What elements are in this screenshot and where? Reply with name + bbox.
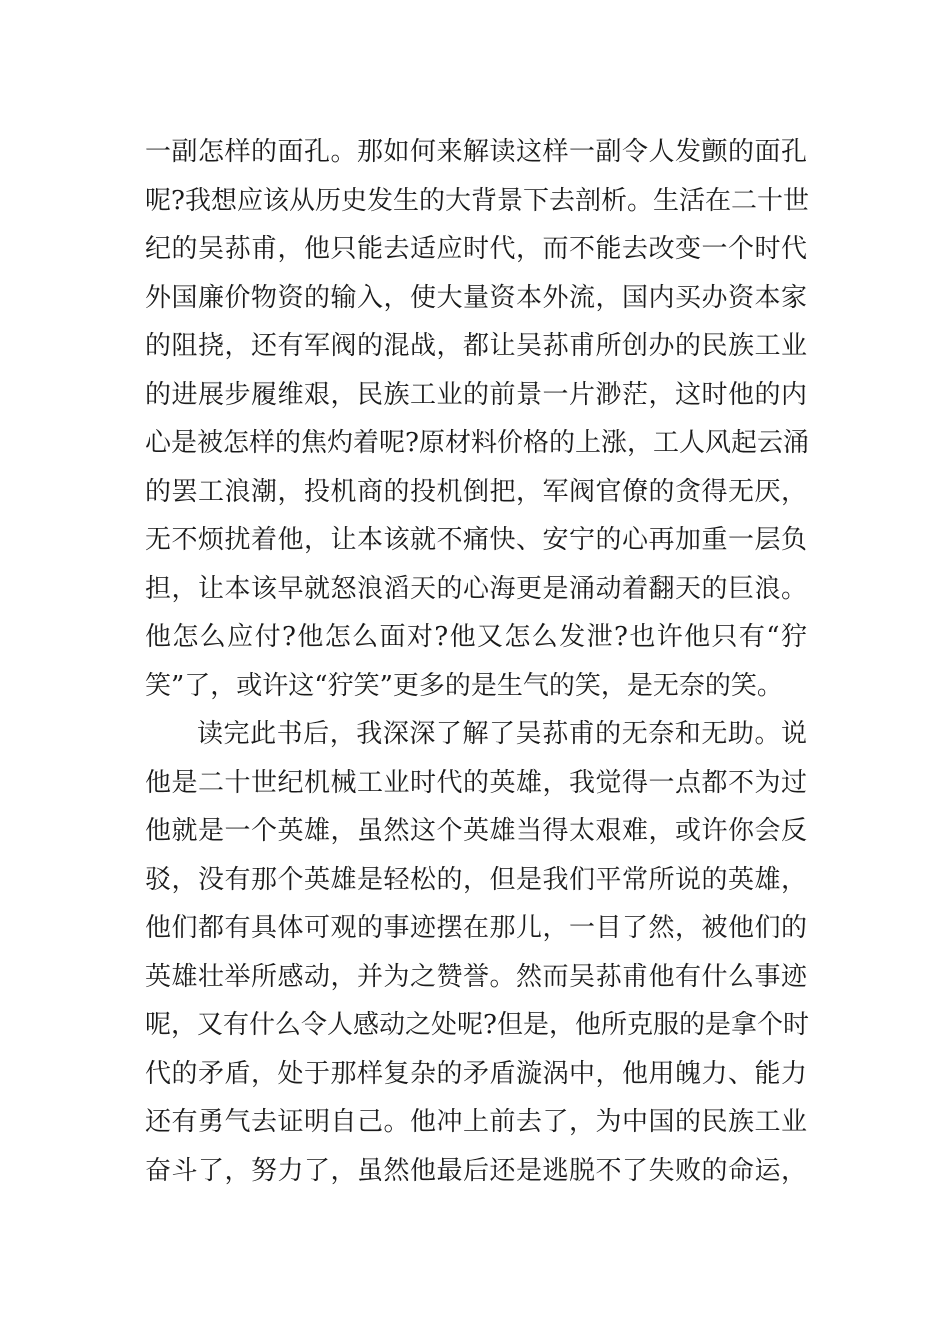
text-line: 一副怎样的面孔。那如何来解读这样一副令人发颤的面孔 bbox=[145, 137, 807, 167]
text-line: 担，让本该早就怒浪滔天的心海更是涌动着翻天的巨浪。 bbox=[145, 573, 807, 604]
text-line: 他们都有具体可观的事迹摆在那儿，一目了然，被他们的 bbox=[145, 913, 807, 943]
text-line: 心是被怎样的焦灼着呢?原材料价格的上涨，工人风起云涌 bbox=[145, 428, 809, 458]
text-line: 呢，又有什么令人感动之处呢?但是，他所克服的是拿个时 bbox=[145, 1010, 809, 1040]
text-line: 代的矛盾，处于那样复杂的矛盾漩涡中，他用魄力、能力 bbox=[145, 1058, 807, 1089]
text-line: 外国廉价物资的输入，使大量资本外流，国内买办资本家 bbox=[145, 282, 807, 313]
text-line: 的罢工浪潮，投机商的投机倒把，军阀官僚的贪得无厌， bbox=[145, 476, 807, 507]
text-line: 还有勇气去证明自己。他冲上前去了，为中国的民族工业 bbox=[145, 1107, 807, 1137]
text-line: 英雄壮举所感动，并为之赞誉。然而吴荪甫他有什么事迹 bbox=[145, 961, 807, 992]
text-line: 他是二十世纪机械工业时代的英雄，我觉得一点都不为过 bbox=[145, 767, 807, 798]
text-line: 无不烦扰着他，让本该就不痛快、安宁的心再加重一层负 bbox=[145, 525, 807, 555]
text-line: 他就是一个英雄，虽然这个英雄当得太艰难，或许你会反 bbox=[145, 816, 807, 846]
text-line: 笑”了，或许这“狞笑”更多的是生气的笑，是无奈的笑。 bbox=[145, 670, 783, 701]
text-line: 纪的吴荪甫，他只能去适应时代，而不能去改变一个时代 bbox=[145, 234, 807, 264]
text-line: 的阻挠，还有军阀的混战，都让吴荪甫所创办的民族工业 bbox=[145, 331, 807, 361]
paragraph-start-line: 读完此书后，我深深了解了吴荪甫的无奈和无助。说 bbox=[197, 719, 807, 749]
text-line: 奋斗了，努力了，虽然他最后还是逃脱不了失败的命运， bbox=[145, 1155, 807, 1186]
text-line: 的进展步履维艰，民族工业的前景一片渺茫，这时他的内 bbox=[145, 379, 807, 410]
text-line: 呢?我想应该从历史发生的大背景下去剖析。生活在二十世 bbox=[145, 185, 809, 216]
text-line: 他怎么应付?他怎么面对?他又怎么发泄?也许他只有“狞 bbox=[145, 622, 807, 652]
text-line: 驳，没有那个英雄是轻松的，但是我们平常所说的英雄， bbox=[145, 864, 807, 895]
body-text bbox=[145, 128, 807, 1195]
